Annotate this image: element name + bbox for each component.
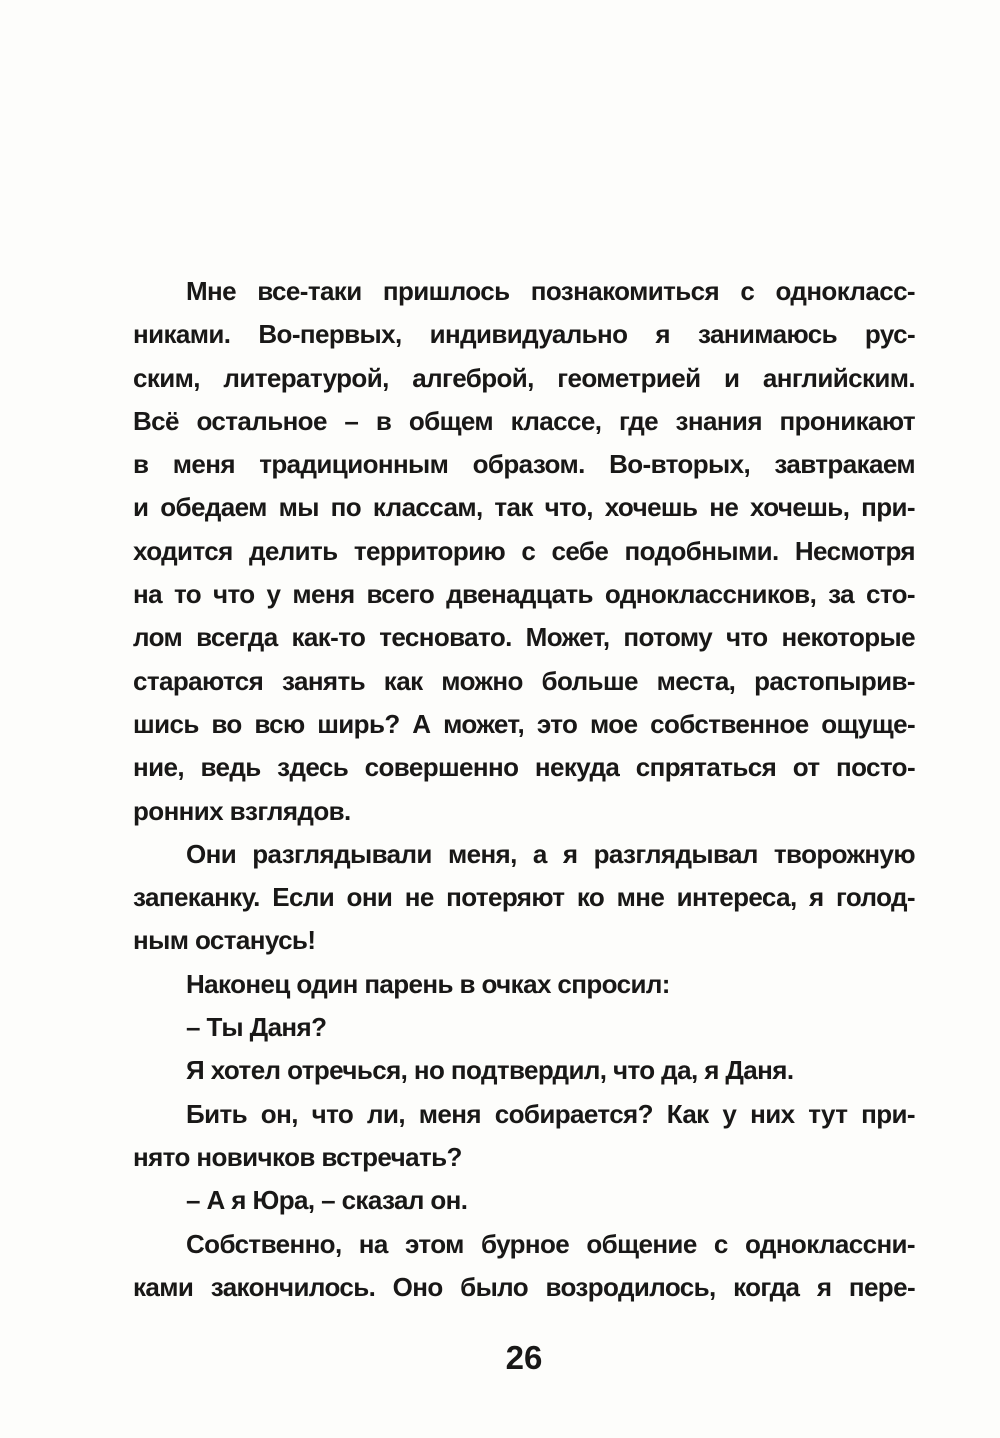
text-line: и обедаем мы по классам, так что, хочешь не хочешь, при- (133, 492, 915, 523)
text-line: Мне все-таки пришлось познакомиться с однокласс- (186, 276, 915, 306)
text-line: в меня традиционным образом. Во-вторых, завтракаем (133, 449, 915, 480)
text-line: стараются занять как можно больше места, растопырив- (133, 665, 915, 696)
text-line: Наконец один парень в очках спросил: (186, 968, 670, 999)
text-line: ским, литературой, алгеброй, геометрией и английским. (133, 362, 915, 393)
text-line: Они разглядывали меня, а я разглядывал творожную (186, 838, 915, 869)
text-line: никами. Во-первых, индивидуально я занимаюсь рус- (133, 319, 915, 350)
text-line: – Ты Даня? (186, 1012, 327, 1043)
text-line: Всё остальное – в общем классе, где знания проникают (133, 405, 915, 436)
text-line: – А я Юра, – сказал он. (186, 1185, 468, 1216)
text-line: ронних взглядов. (133, 795, 351, 826)
text-line: лом всегда как-то тесновато. Может, потому что некоторые (133, 622, 915, 653)
text-line: ние, ведь здесь совершенно некуда спрятаться от посто- (133, 752, 915, 783)
text-line: шись во всю ширь? А может, это мое собственное ощуще- (133, 708, 915, 739)
text-line: ходится делить территорию с себе подобными. Несмотря (133, 535, 915, 566)
page-text (133, 270, 915, 1309)
text-line: ным останусь! (133, 925, 316, 956)
text-line: ками закончилось. Оно было возродилось, когда я пере- (133, 1271, 915, 1302)
text-line: нято новичков встречать? (133, 1141, 462, 1172)
text-line: на то что у меня всего двенадцать одноклассников, за сто- (133, 579, 915, 610)
text-line: запеканку. Если они не потеряют ко мне интереса, я голод- (133, 882, 915, 913)
text-line: Я хотел отречься, но подтвердил, что да, я Даня. (186, 1055, 794, 1086)
text-line: Бить он, что ли, меня собирается? Как у них тут при- (186, 1098, 915, 1129)
text-line: Собственно, на этом бурное общение с одноклассни- (186, 1228, 915, 1259)
page-number: 26 (505, 1339, 543, 1376)
